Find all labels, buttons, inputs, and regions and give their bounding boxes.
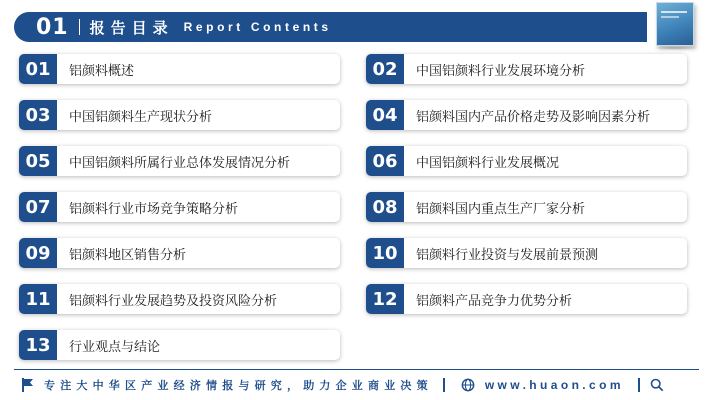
- toc-item-06[interactable]: [366, 146, 687, 176]
- page-title-en: Report Contents: [183, 20, 332, 34]
- toc-item-11[interactable]: [19, 284, 340, 314]
- toc-item-09[interactable]: [19, 238, 340, 268]
- toc-item-01[interactable]: [19, 54, 340, 84]
- header-bar: [14, 12, 647, 42]
- section-number: 01: [36, 14, 69, 40]
- page-title: 报告目录: [89, 18, 174, 37]
- search-icon[interactable]: [650, 378, 664, 392]
- toc-item-12[interactable]: [366, 284, 687, 314]
- toc-label: 铝颜料概述: [69, 63, 135, 79]
- toc-number: 10: [366, 238, 404, 268]
- book-cover: [656, 2, 694, 46]
- footer: [14, 373, 699, 397]
- toc-number: 07: [19, 192, 57, 222]
- toc-number: 05: [19, 146, 57, 176]
- toc-number: 13: [19, 330, 57, 360]
- footer-separator: [443, 378, 445, 392]
- toc-item-04[interactable]: [366, 100, 687, 130]
- toc-item-07[interactable]: [19, 192, 340, 222]
- toc-number: 09: [19, 238, 57, 268]
- toc-item-13[interactable]: [19, 330, 340, 360]
- toc-number: 11: [19, 284, 57, 314]
- flag-icon: [20, 377, 36, 393]
- toc-number: 04: [366, 100, 404, 130]
- toc-label: 铝颜料行业发展趋势及投资风险分析: [69, 293, 278, 309]
- toc-label: 铝颜料国内重点生产厂家分析: [416, 201, 586, 217]
- website-link[interactable]: www.huaon.com: [484, 378, 624, 392]
- globe-icon: [461, 378, 475, 392]
- toc-number: 08: [366, 192, 404, 222]
- footer-divider: [14, 369, 699, 370]
- toc-number: 02: [366, 54, 404, 84]
- toc-label: 铝颜料产品竞争力优势分析: [416, 293, 573, 309]
- toc-number: 06: [366, 146, 404, 176]
- toc-item-02[interactable]: [366, 54, 687, 84]
- toc-label: 铝颜料国内产品价格走势及影响因素分析: [416, 109, 651, 125]
- toc-label: 中国铝颜料行业发展概况: [416, 155, 560, 171]
- toc-item-08[interactable]: [366, 192, 687, 222]
- footer-separator: [638, 378, 640, 392]
- toc-label: 中国铝颜料行业发展环境分析: [416, 63, 586, 79]
- toc-item-03[interactable]: [19, 100, 340, 130]
- toc-number: 12: [366, 284, 404, 314]
- toc-label: 铝颜料地区销售分析: [69, 247, 187, 263]
- toc-item-05[interactable]: [19, 146, 340, 176]
- report-book-image: [652, 2, 698, 50]
- toc-number: 01: [19, 54, 57, 84]
- toc-item-10[interactable]: [366, 238, 687, 268]
- toc-label: 铝颜料行业市场竞争策略分析: [69, 201, 239, 217]
- toc-label: 铝颜料行业投资与发展前景预测: [416, 247, 599, 263]
- toc-label: 行业观点与结论: [69, 339, 161, 355]
- toc-number: 03: [19, 100, 57, 130]
- footer-slogan: 专注大中华区产业经济情报与研究，助力企业商业决策: [44, 379, 433, 392]
- header-divider: [79, 19, 80, 35]
- toc-label: 中国铝颜料所属行业总体发展情况分析: [69, 155, 291, 171]
- toc-label: 中国铝颜料生产现状分析: [69, 109, 213, 125]
